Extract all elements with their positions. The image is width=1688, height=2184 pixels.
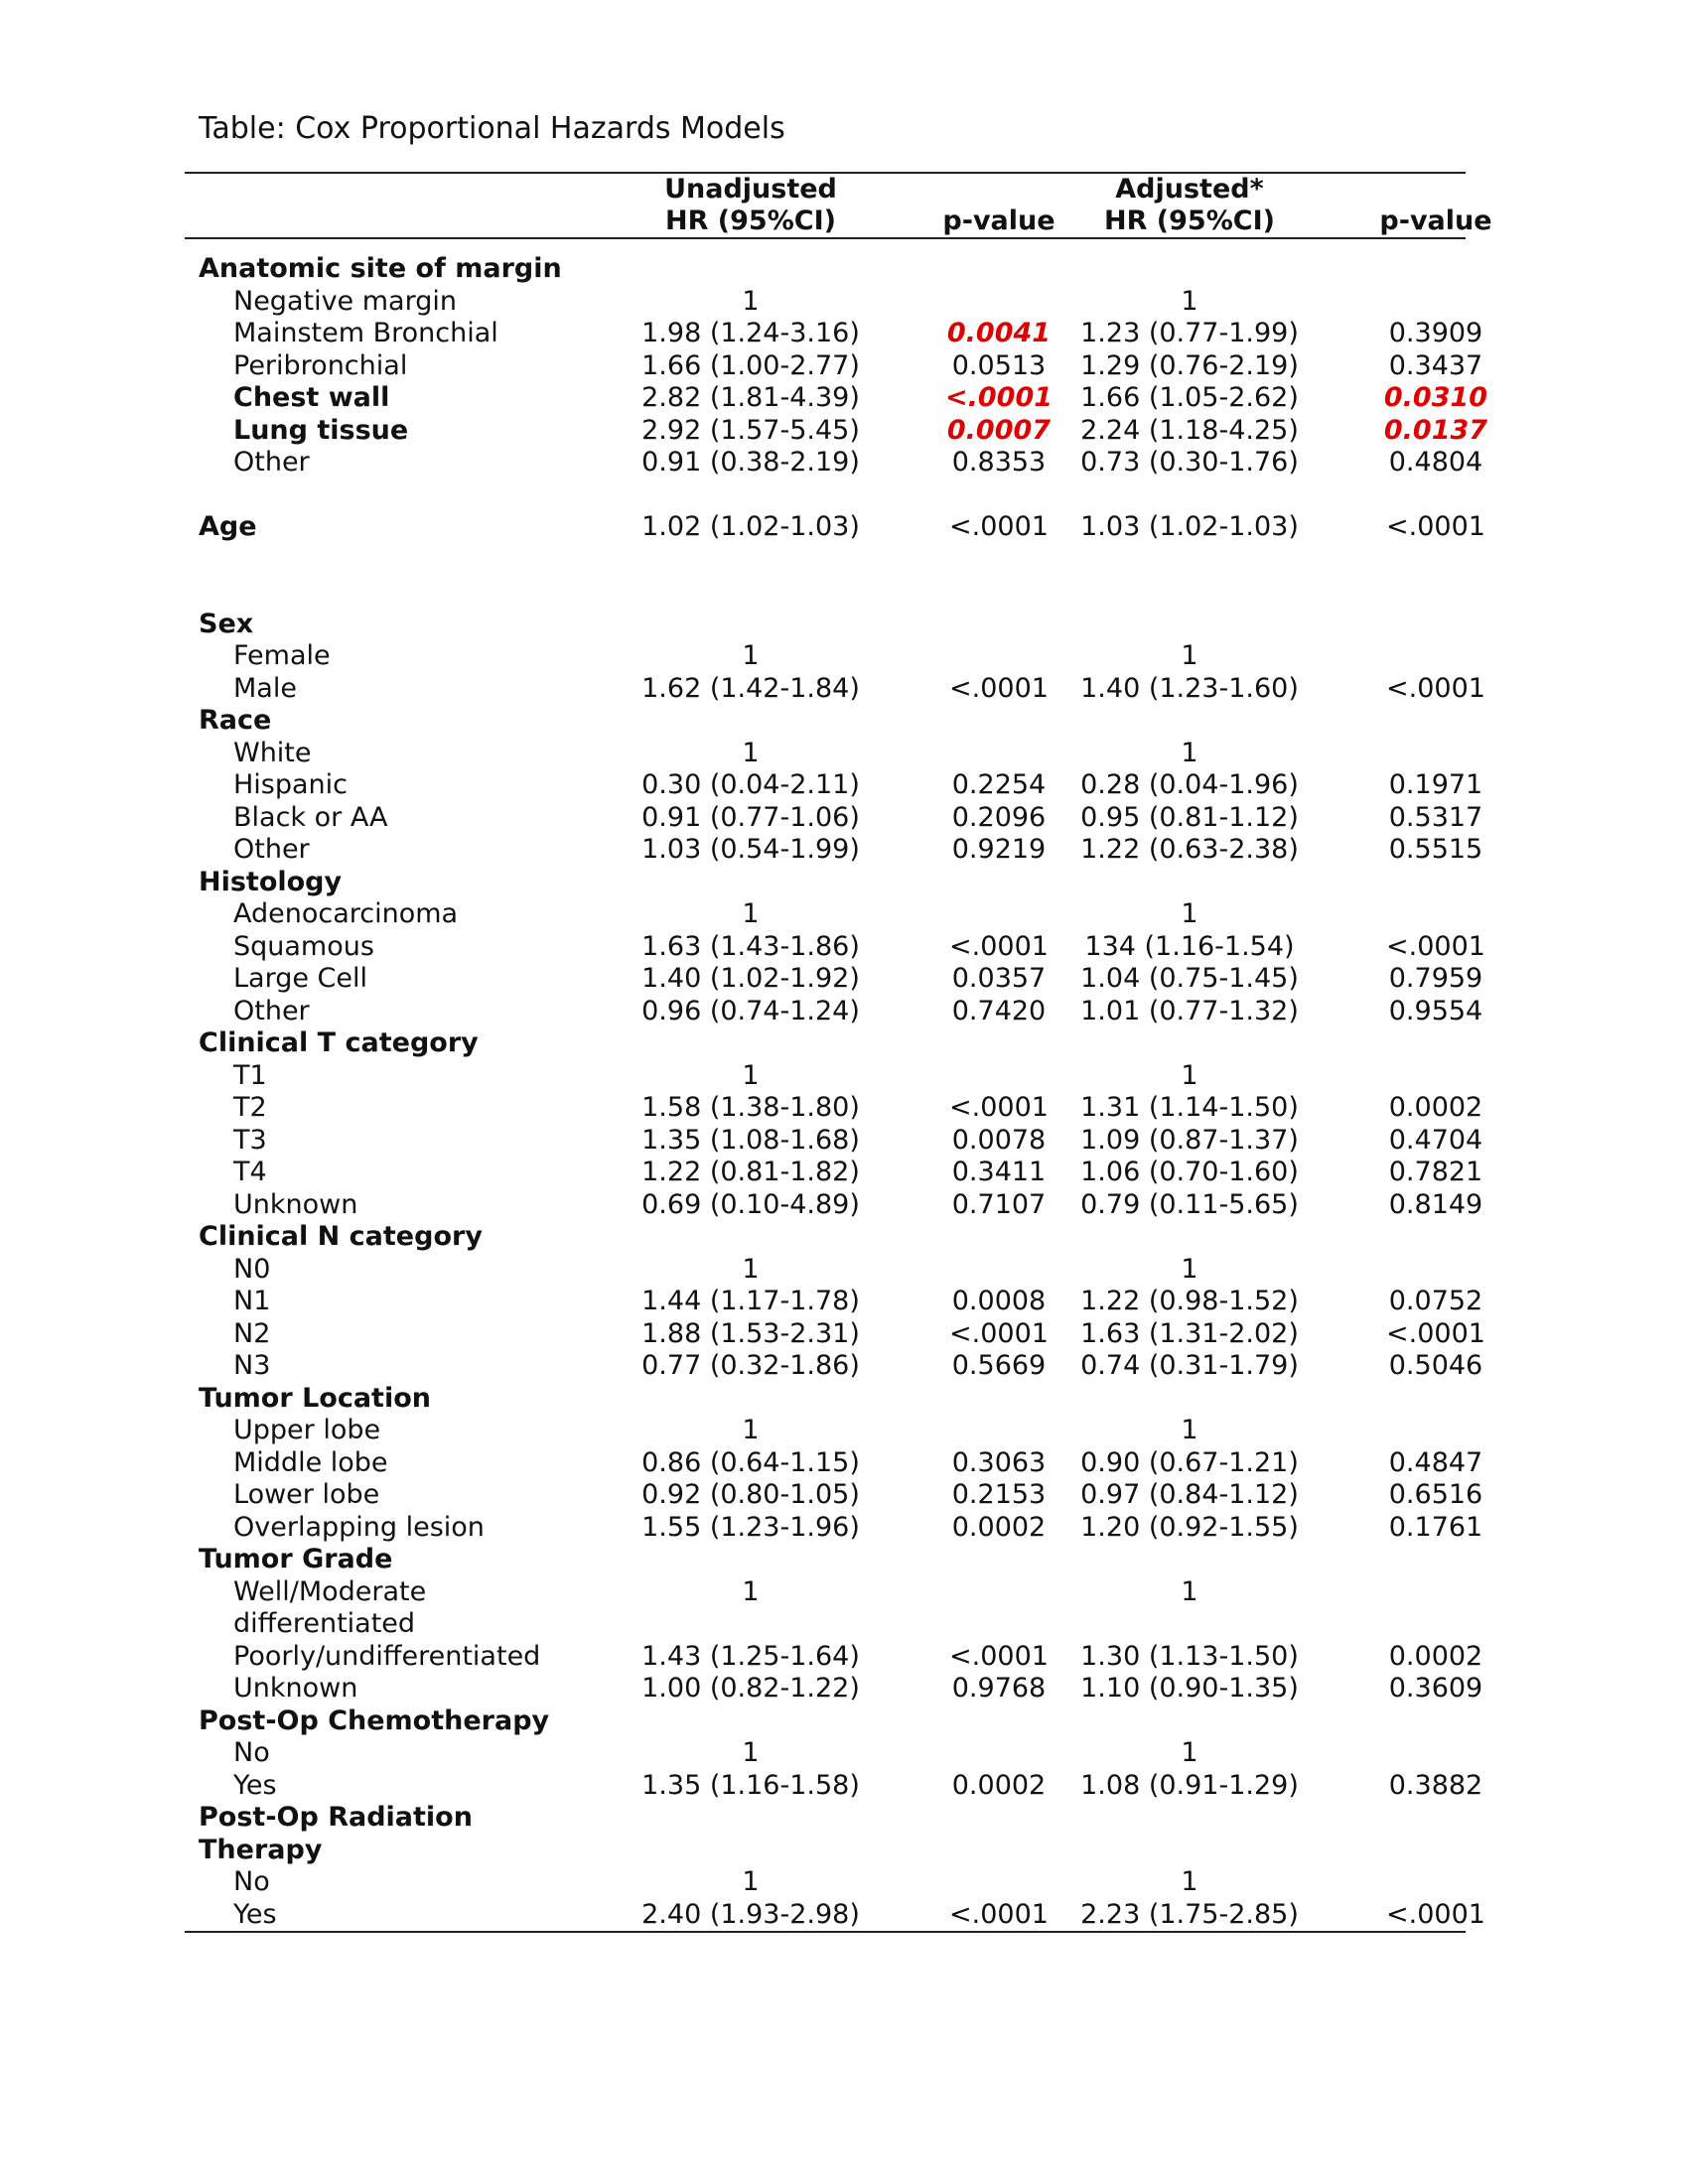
table-row: [185, 1254, 1466, 1287]
table-row: [185, 1511, 1483, 1545]
table-row: [185, 1415, 1466, 1447]
adjusted-hr-cell: 1.40 (1.23-1.60): [1080, 672, 1299, 704]
unadjusted-hr-cell: 1: [742, 640, 760, 671]
table-row: [185, 447, 1483, 479]
adjusted-p-cell: 0.0002: [1388, 1092, 1483, 1123]
table-row: [185, 1286, 1483, 1318]
row-label: Black or AA: [233, 801, 388, 833]
table-row: [185, 995, 1483, 1028]
table-row: [185, 930, 1485, 964]
row-label: Squamous: [233, 930, 374, 962]
unadjusted-hr-cell: 1.35 (1.16-1.58): [641, 1769, 860, 1801]
adjusted-hr-cell: 1: [1181, 640, 1198, 671]
row-label: Mainstem Bronchial: [233, 318, 498, 348]
unadjusted-hr-cell: 1.66 (1.00-2.77): [641, 349, 860, 381]
group-row: [185, 1544, 1466, 1576]
adjusted-hr-cell: 1.03 (1.02-1.03): [1080, 511, 1299, 542]
adjusted-hr-cell: 1: [1181, 1059, 1198, 1091]
table-row: [185, 1060, 1466, 1093]
unadjusted-p-cell: <.0001: [949, 1898, 1049, 1930]
unadjusted-p-cell: 0.0078: [951, 1124, 1047, 1156]
group-label: Post-Op Radiation Therapy: [199, 1802, 473, 1865]
table-row: [185, 963, 1483, 996]
adjusted-p-cell: 0.0752: [1388, 1286, 1483, 1316]
unadjusted-hr-cell: 1.22 (0.81-1.82): [641, 1157, 860, 1187]
unadjusted-hr-cell: 0.77 (0.32-1.86): [641, 1350, 860, 1381]
row-label: T3: [233, 1124, 267, 1156]
adjusted-hr-cell: 1.22 (0.63-2.38): [1080, 834, 1299, 865]
table-row: [185, 834, 1483, 867]
adjusted-p-cell: 0.4704: [1388, 1124, 1483, 1156]
adjusted-hr-cell: 2.24 (1.18-4.25): [1080, 414, 1299, 446]
unadjusted-hr-cell: 1: [742, 1415, 760, 1445]
unadjusted-p-header: p-value: [942, 205, 1055, 236]
spacer-row: [185, 479, 1466, 512]
adjusted-hr-cell: 1: [1181, 1866, 1198, 1897]
row-label: Negative margin: [233, 285, 457, 317]
adjusted-hr-cell: 0.90 (0.67-1.21): [1080, 1446, 1299, 1478]
unadjusted-p-cell: <.0001: [949, 930, 1049, 962]
adjusted-p-cell: 0.9554: [1388, 995, 1483, 1026]
adjusted-hr-cell: 0.74 (0.31-1.79): [1080, 1350, 1299, 1381]
unadjusted-p-cell: <.0001: [949, 1317, 1049, 1349]
unadjusted-p-cell: 0.7107: [951, 1188, 1047, 1220]
row-label: Lower lobe: [233, 1479, 380, 1510]
adjusted-hr-cell: 1.63 (1.31-2.02): [1080, 1317, 1299, 1349]
adjusted-hr-cell: 0.28 (0.04-1.96): [1080, 769, 1299, 800]
adjusted-p-cell: 0.5515: [1388, 834, 1483, 865]
adjusted-hr-cell: 1.04 (0.75-1.45): [1080, 963, 1299, 994]
group-row: [185, 1802, 1466, 1866]
adjusted-p-cell: 0.3909: [1388, 318, 1483, 348]
adjusted-hr-cell: 1.31 (1.14-1.50): [1080, 1092, 1299, 1123]
row-label: Hispanic: [233, 769, 349, 800]
group-row: [185, 1221, 1466, 1254]
unadjusted-hr-cell: 1.02 (1.02-1.03): [641, 511, 860, 542]
table-row: [185, 640, 1466, 673]
row-label: Unknown: [233, 1188, 358, 1220]
adjusted-hr-cell: 1.29 (0.76-2.19): [1080, 349, 1299, 381]
table-row: [185, 1350, 1483, 1383]
table-row: [185, 1188, 1483, 1222]
unadjusted-p-cell: <.0001: [949, 672, 1049, 704]
unadjusted-hr-cell: 1: [742, 737, 760, 768]
adjusted-hr-cell: 1.23 (0.77-1.99): [1080, 318, 1299, 348]
adjusted-hr-cell: 1: [1181, 285, 1198, 317]
row-label: Chest wall: [233, 382, 390, 413]
row-label: Upper lobe: [233, 1415, 381, 1445]
unadjusted-p-cell: 0.2153: [951, 1479, 1047, 1510]
table-row: [185, 1898, 1485, 1932]
unadjusted-p-cell: 0.0007: [946, 414, 1052, 446]
adjusted-p-cell: 0.8149: [1388, 1188, 1483, 1220]
adjusted-hr-cell: 134 (1.16-1.54): [1084, 930, 1295, 962]
adjusted-p-cell: 0.5046: [1388, 1350, 1483, 1381]
adjusted-p-cell: <.0001: [1386, 672, 1485, 704]
unadjusted-hr-cell: 1: [742, 285, 760, 317]
group-label: Histology: [199, 866, 343, 897]
unadjusted-p-cell: 0.9219: [951, 834, 1047, 865]
table-row: [185, 382, 1488, 415]
adjusted-p-cell: 0.0137: [1383, 414, 1488, 446]
table-row: [185, 769, 1483, 802]
adjusted-p-cell: 0.1761: [1388, 1511, 1483, 1543]
group-row: [185, 1706, 1466, 1738]
adjusted-p-cell: 0.4847: [1388, 1446, 1483, 1478]
unadjusted-p-cell: 0.5669: [951, 1350, 1047, 1381]
row-label: Well/Moderate differentiated: [233, 1575, 427, 1639]
group-row: [185, 1383, 1466, 1416]
unadjusted-p-cell: 0.9768: [951, 1673, 1047, 1704]
adjusted-hr-cell: 1.06 (0.70-1.60): [1080, 1157, 1299, 1187]
adjusted-hr-cell: 0.95 (0.81-1.12): [1080, 801, 1299, 833]
unadjusted-hr-cell: 1.58 (1.38-1.80): [641, 1092, 860, 1123]
row-label: Yes: [233, 1769, 277, 1801]
adjusted-p-cell: 0.4804: [1388, 447, 1483, 478]
adjusted-p-cell: 0.6516: [1388, 1479, 1483, 1510]
adjusted-p-cell: <.0001: [1386, 1317, 1485, 1349]
row-label: No: [233, 1866, 270, 1897]
unadjusted-hr-cell: 1.98 (1.24-3.16): [641, 318, 860, 348]
row-label: Unknown: [233, 1673, 358, 1704]
adjusted-hr-cell: 1.66 (1.05-2.62): [1080, 382, 1299, 413]
row-label: Large Cell: [233, 963, 368, 994]
group-label: Age: [199, 511, 257, 542]
group-label: Tumor Location: [199, 1382, 431, 1414]
table-row: [185, 672, 1485, 706]
unadjusted-hr-cell: 1.55 (1.23-1.96): [641, 1511, 860, 1543]
adjusted-title: Adjusted*: [1115, 174, 1264, 205]
unadjusted-hr-cell: 1: [742, 1253, 760, 1285]
unadjusted-hr-cell: 1.44 (1.17-1.78): [641, 1286, 860, 1316]
adjusted-hr-cell: 1: [1181, 737, 1198, 768]
adjusted-hr-cell: 0.73 (0.30-1.76): [1080, 447, 1299, 478]
unadjusted-hr-cell: 1: [742, 1737, 760, 1768]
adjusted-hr-cell: 0.79 (0.11-5.65): [1080, 1188, 1299, 1220]
table-row: [185, 1479, 1483, 1512]
row-label: Yes: [233, 1898, 277, 1930]
hazards-table: [185, 172, 1492, 1933]
table-row: [185, 1092, 1483, 1125]
group-label: Sex: [199, 608, 254, 639]
group-row: [185, 705, 1466, 738]
row-label: White: [233, 737, 312, 768]
adjusted-p-cell: 0.7821: [1388, 1157, 1483, 1187]
unadjusted-hr-cell: 1.40 (1.02-1.92): [641, 963, 860, 994]
group-label: Tumor Grade: [199, 1544, 393, 1574]
table-row: [185, 1673, 1483, 1706]
adjusted-p-cell: 0.7959: [1388, 963, 1483, 994]
table-body: [185, 239, 1488, 1931]
row-label: Male: [233, 672, 297, 704]
adjusted-p-cell: <.0001: [1386, 1898, 1485, 1930]
unadjusted-hr-cell: 2.82 (1.81-4.39): [641, 382, 860, 413]
bottom-rule: [185, 1931, 1466, 1933]
table-row: [185, 898, 1466, 931]
adjusted-p-cell: 0.3609: [1388, 1673, 1483, 1704]
unadjusted-hr-cell: 1: [742, 1866, 760, 1897]
row-label: N3: [233, 1350, 271, 1381]
table-row: [185, 511, 1485, 544]
table-row: [185, 1640, 1483, 1674]
row-label: T2: [233, 1092, 267, 1123]
table-row: [185, 738, 1466, 770]
row-label: N1: [233, 1286, 271, 1316]
unadjusted-hr-cell: 1.35 (1.08-1.68): [641, 1124, 860, 1156]
table-row: [185, 1446, 1483, 1480]
unadjusted-p-cell: 0.7420: [951, 995, 1047, 1026]
row-label: Lung tissue: [233, 414, 409, 446]
group-label: Clinical N category: [199, 1221, 483, 1252]
row-label: Peribronchial: [233, 349, 408, 381]
adjusted-hr-cell: 1: [1181, 1415, 1198, 1445]
group-row: [185, 1027, 1466, 1060]
adjusted-p-cell: <.0001: [1386, 930, 1485, 962]
unadjusted-hr-cell: 1.88 (1.53-2.31): [641, 1317, 860, 1349]
row-label: Middle lobe: [233, 1446, 388, 1478]
unadjusted-hr-cell: 1.00 (0.82-1.22): [641, 1673, 860, 1704]
row-label: Overlapping lesion: [233, 1511, 485, 1543]
table-row: [185, 801, 1483, 835]
unadjusted-p-cell: 0.2254: [951, 769, 1047, 800]
row-label: N2: [233, 1317, 271, 1349]
unadjusted-hr-cell: 0.86 (0.64-1.15): [641, 1446, 860, 1478]
adjusted-hr-cell: 1.01 (0.77-1.32): [1080, 995, 1299, 1026]
row-label: N0: [233, 1253, 271, 1285]
adjusted-hr-cell: 1: [1181, 1253, 1198, 1285]
group-label: Post-Op Chemotherapy: [199, 1705, 550, 1736]
unadjusted-p-cell: 0.0002: [951, 1511, 1047, 1543]
group-row: [185, 867, 1466, 899]
unadjusted-hr-cell: 0.69 (0.10-4.89): [641, 1188, 860, 1220]
spacer-row: [185, 576, 1466, 609]
adjusted-hr-cell: 1: [1181, 898, 1198, 929]
unadjusted-p-cell: 0.0002: [951, 1769, 1047, 1801]
page-title: Table: Cox Proportional Hazards Models: [199, 111, 785, 146]
adjusted-hr-cell: 1.09 (0.87-1.37): [1080, 1124, 1299, 1156]
row-label: Adenocarcinoma: [233, 898, 459, 929]
unadjusted-p-cell: 0.3411: [951, 1157, 1047, 1187]
row-label: Other: [233, 995, 310, 1026]
unadjusted-p-cell: 0.2096: [951, 801, 1047, 833]
adjusted-p-cell: 0.1971: [1388, 769, 1483, 800]
unadjusted-hr-cell: 1: [742, 1059, 760, 1091]
row-label: No: [233, 1737, 270, 1768]
unadjusted-hr-cell: 1: [742, 898, 760, 929]
unadjusted-p-cell: 0.0513: [951, 349, 1047, 381]
row-label: Other: [233, 834, 310, 865]
table-row: [185, 286, 1466, 319]
unadjusted-hr-cell: 1.03 (0.54-1.99): [641, 834, 860, 865]
table-row: [185, 1124, 1483, 1158]
table-row: [185, 414, 1488, 448]
table-row: [185, 1157, 1483, 1189]
adjusted-hr-label: HR (95%CI): [1104, 205, 1275, 236]
unadjusted-hr-cell: 1.43 (1.25-1.64): [641, 1640, 860, 1672]
row-label: Poorly/undifferentiated: [233, 1640, 541, 1672]
adjusted-p-cell: 0.0002: [1388, 1640, 1483, 1672]
table-row: [185, 318, 1483, 350]
group-label: Clinical T category: [199, 1027, 479, 1058]
row-label: Other: [233, 447, 310, 478]
group-label: Race: [199, 705, 272, 736]
table-row: [185, 349, 1483, 383]
unadjusted-p-cell: 0.0008: [951, 1286, 1047, 1316]
unadjusted-hr-cell: 2.40 (1.93-2.98): [641, 1898, 860, 1930]
unadjusted-p-cell: 0.0041: [946, 318, 1052, 348]
group-row: [185, 609, 1466, 641]
unadjusted-hr-cell: 1.63 (1.43-1.86): [641, 930, 860, 962]
unadjusted-hr-cell: 0.96 (0.74-1.24): [641, 995, 860, 1026]
table-row: [185, 1737, 1466, 1770]
adjusted-p-cell: 0.3437: [1388, 349, 1483, 381]
adjusted-p-header: p-value: [1379, 205, 1492, 236]
table-row: [185, 1576, 1466, 1641]
adjusted-hr-cell: 1: [1181, 1575, 1198, 1607]
spacer-row: [185, 544, 1466, 577]
unadjusted-hr-cell: 0.91 (0.77-1.06): [641, 801, 860, 833]
unadjusted-p-cell: 0.3063: [951, 1446, 1047, 1478]
adjusted-p-cell: 0.3882: [1388, 1769, 1483, 1801]
unadjusted-hr-cell: 2.92 (1.57-5.45): [641, 414, 860, 446]
unadjusted-p-cell: <.0001: [949, 1092, 1049, 1123]
unadjusted-hr-cell: 0.91 (0.38-2.19): [641, 447, 860, 478]
table-row: [185, 1769, 1483, 1803]
table-row: [185, 1866, 1466, 1899]
adjusted-hr-cell: 1: [1181, 1737, 1198, 1768]
group-label: Anatomic site of margin: [199, 253, 562, 284]
adjusted-p-cell: 0.0310: [1383, 382, 1488, 413]
adjusted-hr-cell: 0.97 (0.84-1.12): [1080, 1479, 1299, 1510]
group-row: [185, 253, 1466, 286]
unadjusted-p-cell: 0.0357: [951, 963, 1047, 994]
unadjusted-hr-cell: 0.92 (0.80-1.05): [641, 1479, 860, 1510]
unadjusted-hr-cell: 0.30 (0.04-2.11): [641, 769, 860, 800]
unadjusted-hr-cell: 1: [742, 1575, 760, 1607]
unadjusted-hr-label: HR (95%CI): [665, 205, 836, 236]
adjusted-hr-cell: 1.10 (0.90-1.35): [1080, 1673, 1299, 1704]
unadjusted-hr-cell: 1.62 (1.42-1.84): [641, 672, 860, 704]
unadjusted-title: Unadjusted: [664, 174, 837, 205]
adjusted-hr-cell: 1.20 (0.92-1.55): [1080, 1511, 1299, 1543]
unadjusted-p-cell: 0.8353: [951, 447, 1047, 478]
unadjusted-p-cell: <.0001: [949, 1640, 1049, 1672]
table-row: [185, 1317, 1485, 1351]
table-header: [185, 174, 1492, 237]
adjusted-hr-cell: 1.22 (0.98-1.52): [1080, 1286, 1299, 1316]
adjusted-hr-cell: 2.23 (1.75-2.85): [1080, 1898, 1299, 1930]
unadjusted-p-cell: <.0001: [944, 382, 1054, 413]
adjusted-hr-cell: 1.08 (0.91-1.29): [1080, 1769, 1299, 1801]
adjusted-p-cell: 0.5317: [1388, 801, 1483, 833]
row-label: Female: [233, 640, 331, 671]
adjusted-p-cell: <.0001: [1386, 511, 1485, 542]
unadjusted-p-cell: <.0001: [949, 511, 1049, 542]
row-label: T4: [233, 1157, 267, 1187]
row-label: T1: [233, 1059, 267, 1091]
adjusted-hr-cell: 1.30 (1.13-1.50): [1080, 1640, 1299, 1672]
